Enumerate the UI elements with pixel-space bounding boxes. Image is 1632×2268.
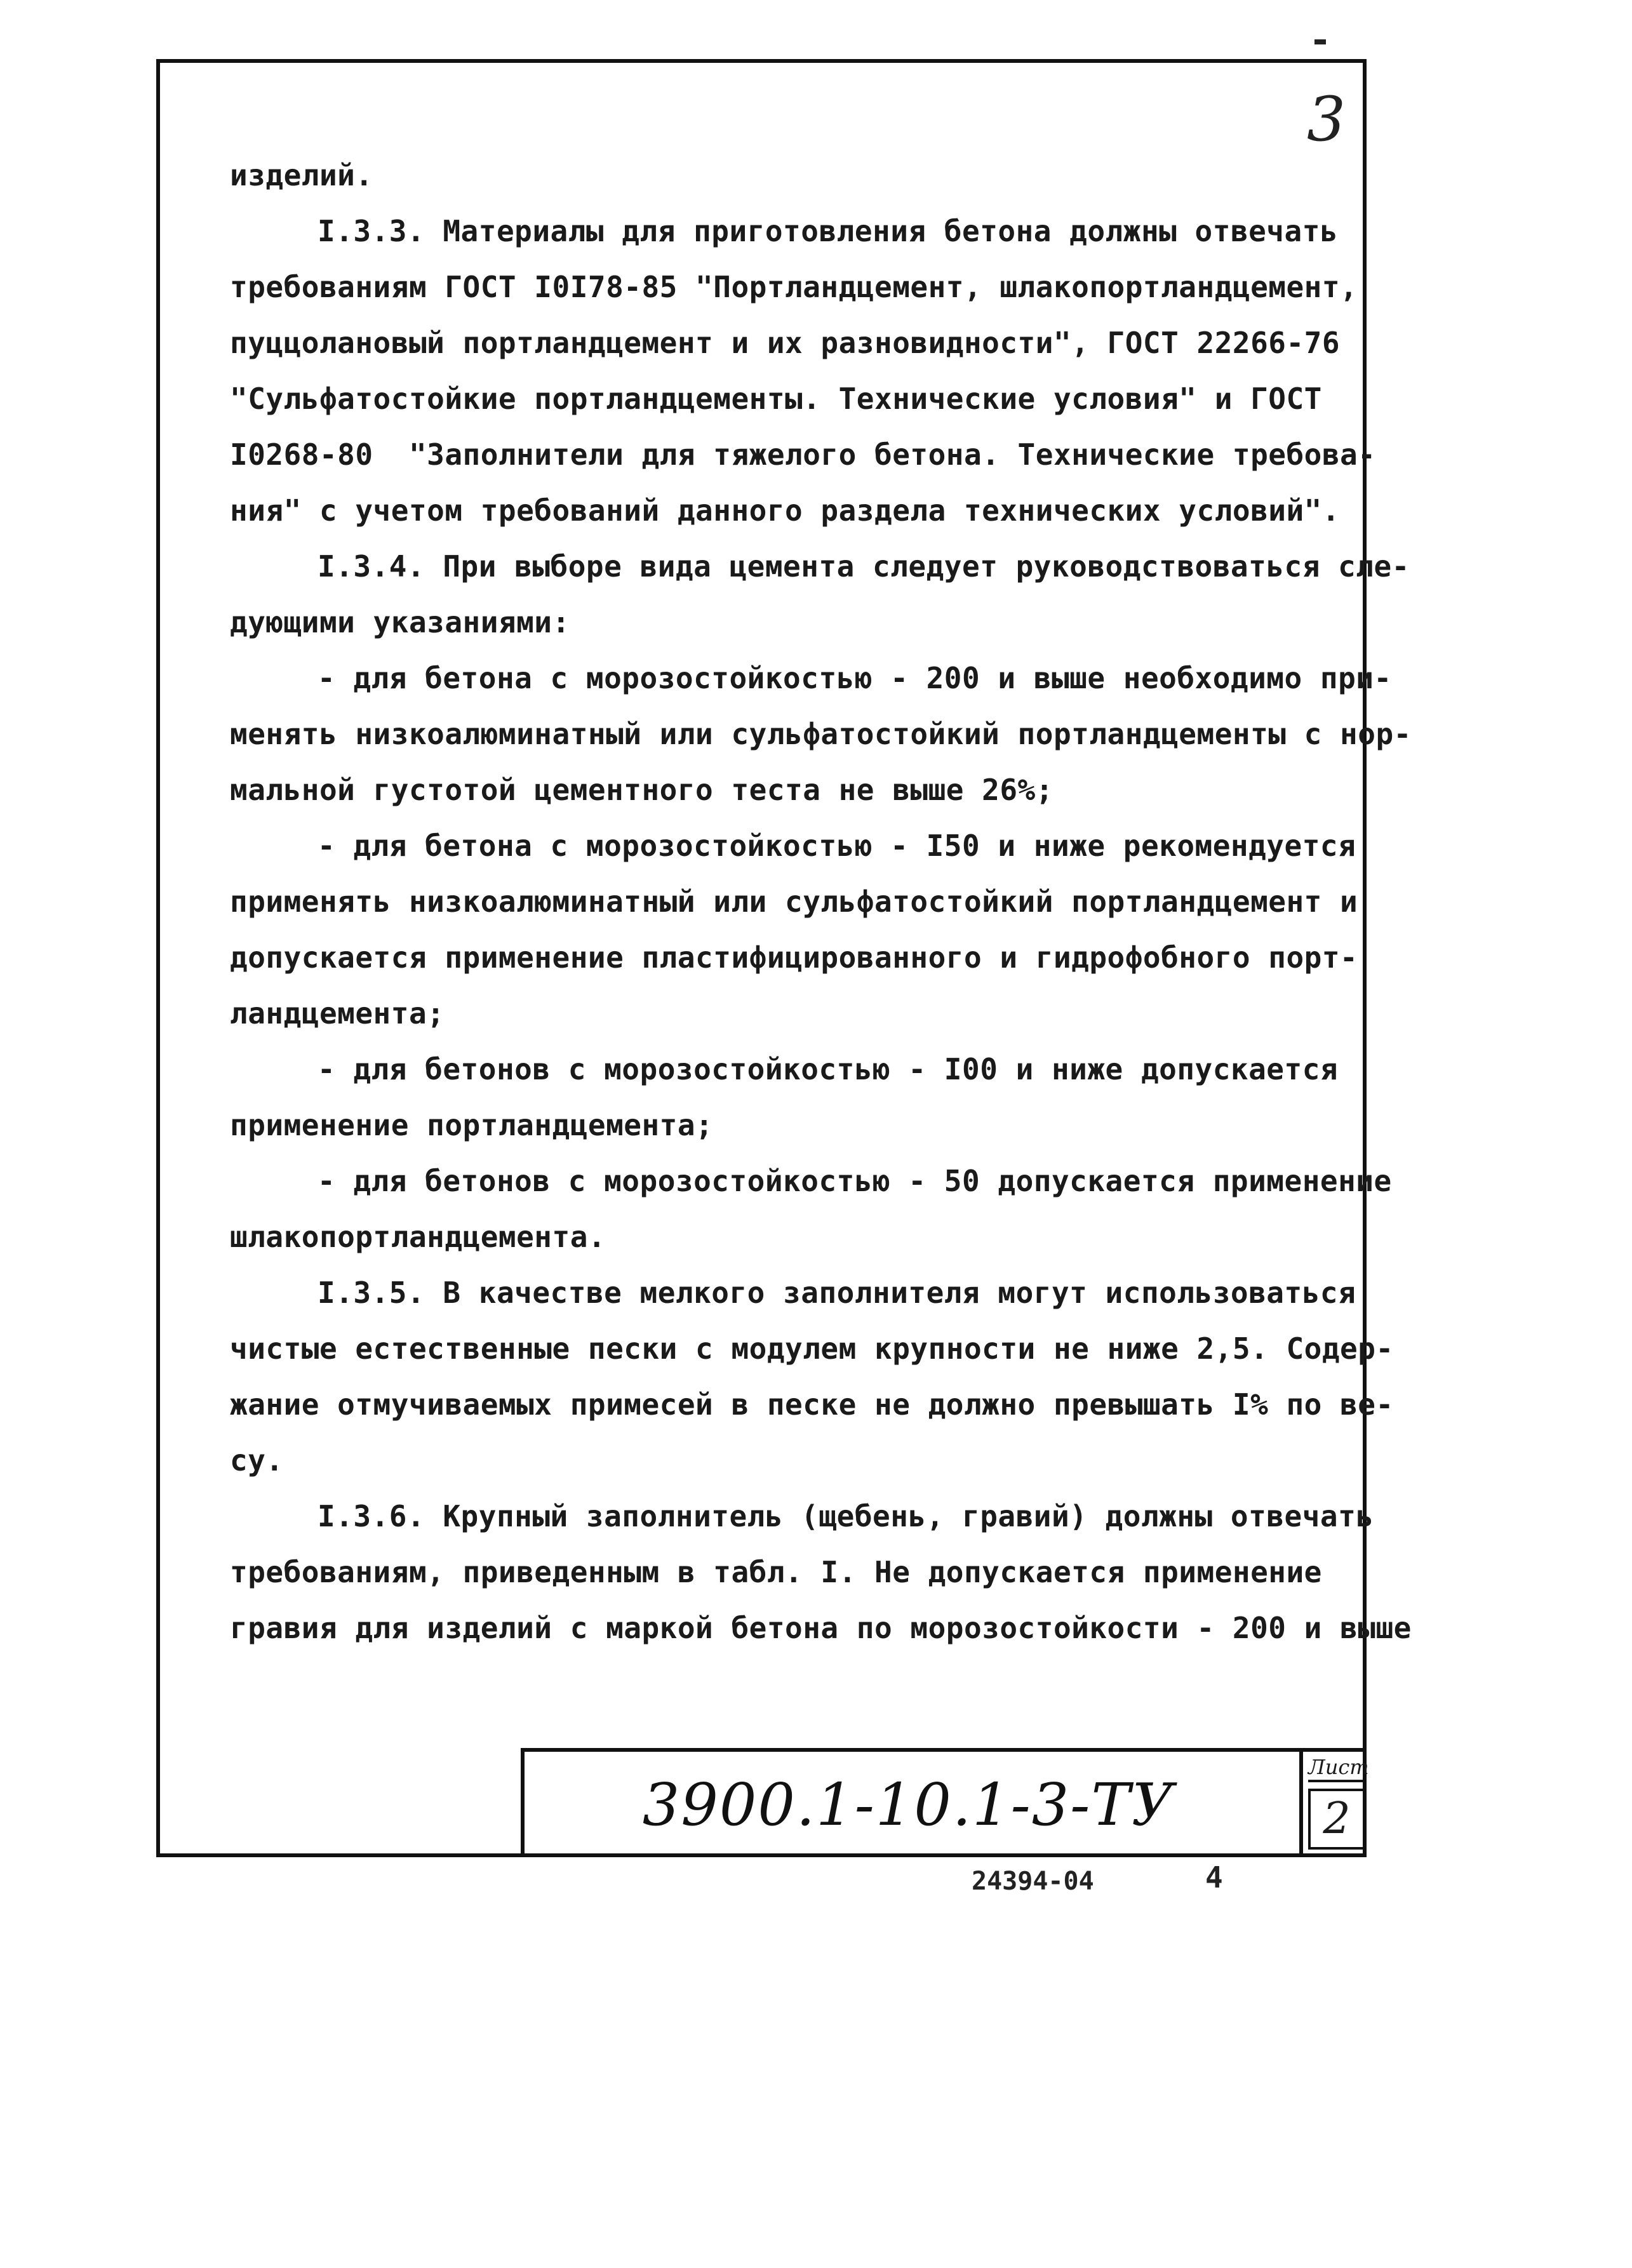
handwritten-page-number: 3 xyxy=(1307,84,1346,155)
corner-mark xyxy=(1314,39,1326,44)
text-line: I.3.5. В качестве мелкого заполнителя могут использоваться xyxy=(318,1276,1356,1310)
text-line: требованиям ГОСТ I0I78-85 "Портландцемент, шлакопортландцемент, xyxy=(230,270,1358,304)
text-line: I.3.6. Крупный заполнитель (щебень, гравий) должны отвечать xyxy=(318,1499,1374,1533)
document-body xyxy=(230,147,1412,1656)
text-line: гравия для изделий с маркой бетона по морозостойкости - 200 и выше xyxy=(230,1611,1412,1645)
text-line: мальной густотой цементного теста не выше 26%; xyxy=(230,773,1053,807)
text-line: менять низкоалюминатный или сульфатостойкий портландцементы с нор- xyxy=(230,717,1412,751)
text-line: требованиям, приведенным в табл. I. Не допускается применение xyxy=(230,1555,1322,1589)
text-line: ландцемента; xyxy=(230,996,445,1031)
text-line: применение портландцемента; xyxy=(230,1108,714,1142)
sheet-number: 2 xyxy=(1308,1789,1365,1850)
text-line: чистые естественные пески с модулем крупности не ниже 2,5. Содер- xyxy=(230,1331,1394,1366)
text-line: - для бетона с морозостойкостью - I50 и ниже рекомендуется xyxy=(318,829,1356,863)
sheet-cell xyxy=(1299,1752,1367,1857)
text-line: - для бетона с морозостойкостью - 200 и выше необходимо при- xyxy=(318,661,1392,695)
text-line: пуццолановый портландцемент и их разновидности", ГОСТ 22266-76 xyxy=(230,326,1341,360)
text-line: су. xyxy=(230,1443,284,1478)
text-line: изделий. xyxy=(230,158,373,192)
text-line: I.3.4. При выборе вида цемента следует руководствоваться сле- xyxy=(318,549,1410,584)
text-line: шлакопортландцемента. xyxy=(230,1220,606,1254)
text-line: "Сульфатостойкие портландцементы. Технические условия" и ГОСТ xyxy=(230,382,1322,416)
text-line: применять низкоалюминатный или сульфатостойкий портландцемент и xyxy=(230,884,1358,919)
text-line: ния" с учетом требований данного раздела технических условий". xyxy=(230,493,1341,528)
title-block xyxy=(521,1748,1367,1857)
text-line: допускается применение пластифицированного и гидрофобного порт- xyxy=(230,940,1358,975)
text-line: жание отмучиваемых примесей в песке не должно превышать I% по ве- xyxy=(230,1387,1394,1422)
text-line: I0268-80 "Заполнители для тяжелого бетона. Технические требова- xyxy=(230,437,1376,472)
document-code: 3900.1-10.1-3-ТУ xyxy=(642,1771,1175,1839)
text-line: - для бетонов с морозостойкостью - 50 допускается применение xyxy=(318,1164,1392,1198)
copy-number: 4 xyxy=(1205,1860,1223,1895)
text-line: дующими указаниями: xyxy=(230,605,570,639)
archive-number: 24394-04 xyxy=(972,1867,1094,1896)
text-line: - для бетонов с морозостойкостью - I00 и ниже допускается xyxy=(318,1052,1339,1086)
sheet-label: Лист xyxy=(1308,1754,1365,1782)
text-line: I.3.3. Материалы для приготовления бетона должны отвечать xyxy=(318,214,1339,248)
